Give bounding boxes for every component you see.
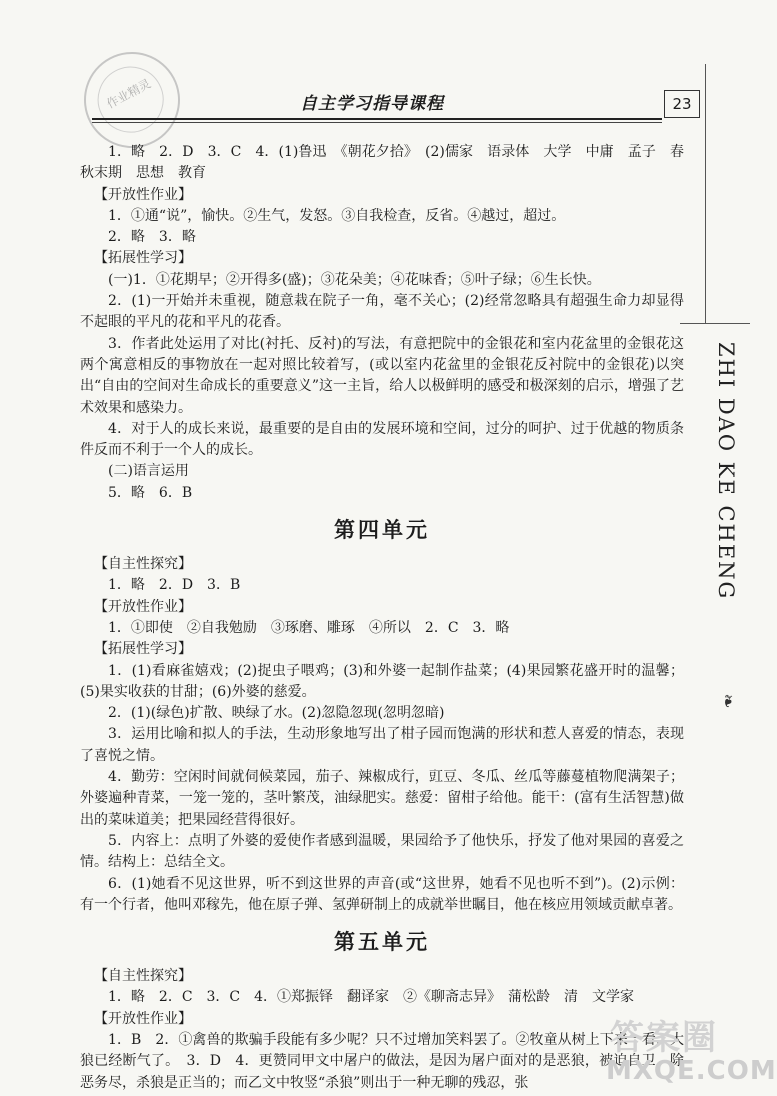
answer-line: 2．(1)一开始并未重视，随意栽在院子一角，毫不关心；(2)经常忽略具有超强生命力却显得不起眼的平凡的花和平凡的花香。 [80,293,684,331]
answer-line: (一)1．①花期早；②开得多(盛)；③花朵美；④花味香；⑤叶子绿；⑥生长快。 [108,271,601,288]
page-header-title: 自主学习指导课程 [300,94,444,114]
answer-content [80,142,684,1094]
answer-line: 4．勤劳：空闲时间就伺候菜园，茄子、辣椒成行，豇豆、冬瓜、丝瓜等藤蔓植物爬满架子；外婆遍种青菜，一笼一笼的，茎叶繁茂，油绿肥实。慈爱：留柑子给他。能干：(富有生活智慧)做出的菜味道美；把果园经营得很好。 [80,769,684,828]
unit-heading: 第五单元 [334,929,430,955]
answer-line: 5．略 6．B [108,484,193,501]
answer-line: 1．①即使 ②自我勉励 ③琢磨、雕琢 ④所以 2．C 3．略 [108,619,510,636]
answer-line: 1．(1)看麻雀嬉戏；(2)捉虫子喂鸡；(3)和外婆一起制作盐菜；(4)果园繁花盛开时的温馨；(5)果实收获的甘甜；(6)外婆的慈爱。 [80,662,684,700]
side-divider-horizontal [680,323,750,324]
answer-line: 3．运用比喻和拟人的手法，生动形象地写出了柑子园而饱满的形状和惹人喜爱的情态，表现了喜悦之情。 [80,726,684,764]
answer-line: 2．略 3．略 [108,229,196,246]
section-label: 【拓展性学习】 [94,641,192,658]
answer-line: 5．内容上：点明了外婆的爱使作者感到温暖，果园给予了他快乐，抒发了他对果园的喜爱之情。结构上：总结全文。 [80,832,684,871]
answer-line: 4．对于人的成长来说，最重要的是自由的发展环境和空间，过分的呵护、过于优越的物质条件反而不利于一个人的成长。 [80,420,684,459]
side-ornament-icon: ❧ [717,693,738,709]
section-label: 【开放性作业】 [94,186,192,203]
header-rule [92,118,662,120]
answer-line: 1．①通“说”，愉快。②生气，发怒。③自我检查，反省。④越过，超过。 [108,207,566,224]
watermark [602,1010,777,1096]
stamp-text: 作业精灵 [104,76,154,112]
answer-line: (二)语言运用 [108,463,189,480]
answer-line: 1．略 2．D 3．B [108,577,241,594]
answer-line: 1．略 2．C 3．C 4．①郑振铎 翻译家 ②《聊斋志异》 蒲松龄 清 文学家 [108,989,635,1006]
watermark-text-url: MXQE.COM [606,1056,777,1086]
section-label: 【自主性探究】 [94,556,192,573]
answer-line: 2．(1)(绿色)扩散、映绿了水。(2)忽隐忽现(忽明忽暗) [108,705,445,722]
header-rule-thin [92,122,662,123]
section-label: 【开放性作业】 [94,598,192,615]
page-number: 23 [664,90,700,118]
section-label: 【开放性作业】 [94,1010,192,1027]
unit-heading: 第四单元 [334,517,430,543]
section-label: 【拓展性学习】 [94,250,192,267]
watermark-text-cn: 答案圈 [610,1018,718,1058]
answer-line: 6．(1)她看不见这世界，听不到这世界的声音(或“这世界，她看不见也听不到”)。(2)示例：有一个行者，他叫邓稼先，他在原子弹、氢弹研制上的成就举世瞩目，他在核应用领域贡献卓著。 [80,875,684,913]
side-divider-vertical [705,64,706,324]
section-label: 【自主性探究】 [94,968,192,985]
answer-line: 3．作者此处运用了对比(衬托、反衬)的写法，有意把院中的金银花和室内花盆里的金银花这两个寓意相反的事物放在一起对照比较着写，(或以室内花盆里的金银花反衬院中的金银花)以突出“自由的空间对生命成长的重要意义”这一主旨，给人以极鲜明的感受和极深刻的启示，增强了艺术效果和感染力。 [80,335,684,416]
answer-line: 1．略 2．D 3．C 4．(1)鲁迅 《朝花夕拾》 (2)儒家 语录体 大学 中庸 孟子 春秋末期 思想 教育 [80,144,684,182]
side-running-title: ZHI DAO KE CHENG [714,342,738,601]
answer-line: 1．B 2．①禽兽的欺骗手段能有多少呢？只不过增加笑料罢了。②牧童从树上下来一看，大狼已经断气了。 3．D 4．更赞同甲文中屠户的做法，是因为屠户面对的是恶狼，被迫自卫，除恶务尽，杀狼是正当的；而乙文中牧竖“杀狼”则出于一种无聊的残忍，张 [80,1031,684,1091]
